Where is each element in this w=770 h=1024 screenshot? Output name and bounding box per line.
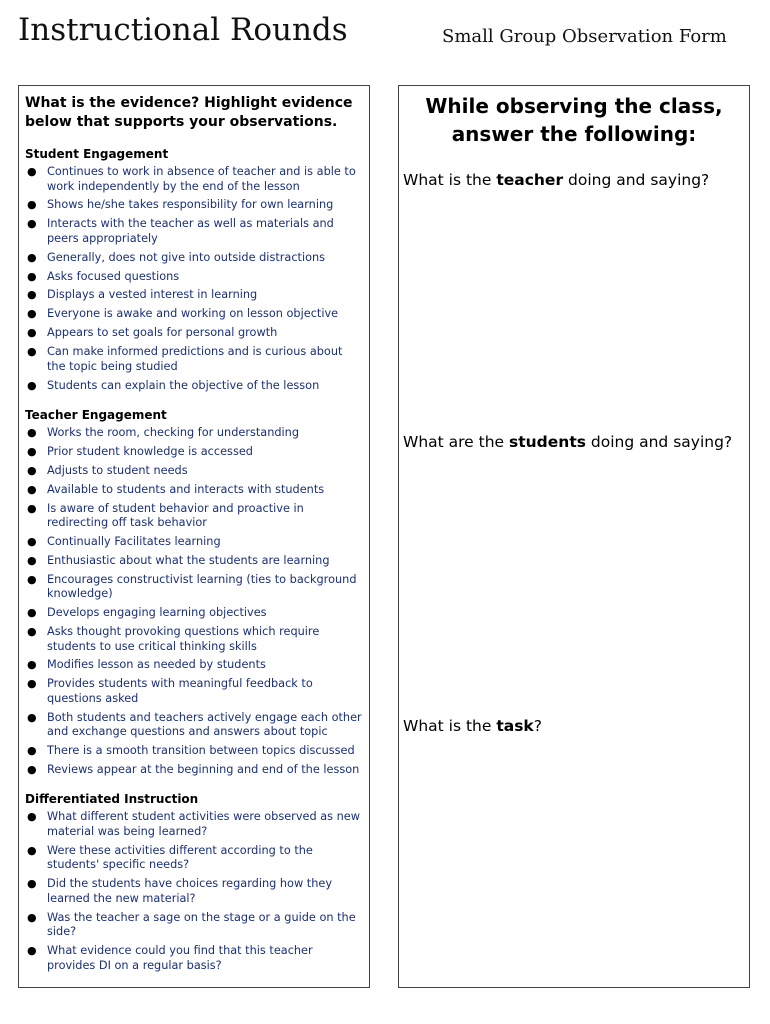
question-teacher-keyword: teacher: [496, 171, 564, 189]
evidence-sections: [25, 146, 363, 973]
evidence-item: [25, 251, 363, 266]
evidence-item-text: Available to students and interacts with students: [47, 482, 325, 496]
bullet-icon: ●: [27, 658, 37, 672]
evidence-item-text: Develops engaging learning objectives: [47, 606, 267, 620]
evidence-item: [25, 270, 363, 285]
evidence-item-text: Can make informed predictions and is curious about the topic being studied: [47, 345, 343, 373]
bullet-icon: ●: [27, 345, 37, 359]
evidence-item-text: Enthusiastic about what the students are learning: [47, 553, 330, 567]
observation-heading-line2: answer the following:: [451, 122, 697, 146]
bullet-icon: ●: [27, 572, 37, 586]
observation-heading-line1: While observing the class,: [425, 94, 723, 118]
evidence-item-text: Generally, does not give into outside distractions: [47, 250, 326, 264]
question-students-prefix: What are the: [403, 433, 510, 451]
evidence-item-text: Asks thought provoking questions which require students to use critical thinking skills: [47, 625, 320, 653]
evidence-item: [25, 217, 363, 246]
evidence-item: [25, 573, 363, 602]
bullet-icon: ●: [27, 944, 37, 958]
evidence-item-text: Interacts with the teacher as well as materials and peers appropriately: [47, 217, 334, 245]
evidence-item: [25, 911, 363, 940]
evidence-item: [25, 763, 363, 778]
bullet-icon: ●: [27, 744, 37, 758]
question-task: [403, 716, 542, 736]
form-subtitle: Small Group Observation Form: [442, 26, 727, 47]
evidence-item: [25, 198, 363, 213]
section-title: Teacher Engagement: [25, 408, 167, 423]
evidence-item: [25, 677, 363, 706]
evidence-item: [25, 711, 363, 740]
evidence-item-text: Works the room, checking for understanding: [47, 426, 300, 440]
evidence-item-text: What different student activities were observed as new material was being learned?: [47, 810, 360, 838]
question-teacher-suffix: doing and saying?: [563, 171, 710, 189]
bullet-icon: ●: [27, 625, 37, 639]
evidence-section: [25, 407, 363, 777]
bullet-icon: ●: [27, 501, 37, 515]
evidence-item: [25, 426, 363, 441]
bullet-icon: ●: [27, 378, 37, 392]
evidence-item: [25, 288, 363, 303]
observation-heading: [399, 92, 749, 148]
evidence-item: [25, 810, 363, 839]
evidence-item-text: Prior student knowledge is accessed: [47, 444, 253, 458]
evidence-item: [25, 483, 363, 498]
question-task-suffix: ?: [533, 717, 542, 735]
evidence-panel: [18, 85, 370, 988]
evidence-item-text: Students can explain the objective of the lesson: [47, 378, 320, 392]
evidence-item: [25, 307, 363, 322]
evidence-heading: What is the evidence? Highlight evidence below that supports your observations.: [25, 95, 353, 130]
bullet-icon: ●: [27, 843, 37, 857]
evidence-item-text: Both students and teachers actively engage each other and exchange questions and answers about topic: [47, 710, 362, 739]
evidence-item-text: Encourages constructivist learning (ties to background knowledge): [47, 572, 357, 601]
evidence-item: [25, 744, 363, 759]
page-title: Instructional Rounds: [18, 12, 348, 48]
evidence-item: [25, 844, 363, 873]
bullet-icon: ●: [27, 677, 37, 691]
evidence-item-text: Reviews appear at the beginning and end of the lesson: [47, 762, 360, 776]
question-teacher: [403, 170, 709, 190]
question-teacher-prefix: What is the: [403, 171, 497, 189]
evidence-item-text: Adjusts to student needs: [47, 463, 188, 477]
evidence-item: [25, 658, 363, 673]
evidence-item: [25, 606, 363, 621]
bullet-icon: ●: [27, 463, 37, 477]
evidence-item-text: Provides students with meaningful feedback to questions asked: [47, 677, 313, 705]
evidence-item-text: Continually Facilitates learning: [47, 534, 221, 548]
bullet-icon: ●: [27, 877, 37, 891]
bullet-icon: ●: [27, 307, 37, 321]
evidence-item: [25, 625, 363, 654]
bullet-icon: ●: [27, 606, 37, 620]
observation-panel: [398, 85, 750, 988]
evidence-item: [25, 379, 363, 394]
evidence-item-text: Appears to set goals for personal growth: [47, 326, 278, 340]
bullet-icon: ●: [27, 288, 37, 302]
evidence-item-text: Did the students have choices regarding how they learned the new material?: [47, 877, 333, 905]
evidence-item: [25, 944, 363, 973]
evidence-item-text: Modifies lesson as needed by students: [47, 658, 266, 672]
evidence-item-text: There is a smooth transition between topics discussed: [47, 744, 355, 758]
evidence-list: [25, 426, 363, 777]
bullet-icon: ●: [27, 553, 37, 567]
bullet-icon: ●: [27, 534, 37, 548]
evidence-item-text: Continues to work in absence of teacher and is able to work independently by the end of the lesson: [47, 165, 356, 193]
bullet-icon: ●: [27, 165, 37, 178]
evidence-item-text: Displays a vested interest in learning: [47, 288, 258, 302]
evidence-item: [25, 502, 363, 531]
question-students: [403, 432, 732, 452]
bullet-icon: ●: [27, 710, 37, 724]
bullet-icon: ●: [27, 810, 37, 824]
evidence-item-text: Asks focused questions: [47, 269, 180, 283]
evidence-section: [25, 146, 363, 393]
evidence-section: [25, 791, 363, 973]
evidence-item: [25, 326, 363, 341]
question-task-keyword: task: [496, 717, 534, 735]
question-students-suffix: doing and saying?: [585, 433, 733, 451]
bullet-icon: ●: [27, 762, 37, 776]
evidence-item: [25, 554, 363, 569]
section-title: Differentiated Instruction: [25, 792, 199, 807]
bullet-icon: ●: [27, 198, 37, 212]
evidence-item: [25, 345, 363, 374]
bullet-icon: ●: [27, 444, 37, 458]
evidence-list: [25, 810, 363, 973]
evidence-item: [25, 445, 363, 460]
evidence-item: [25, 877, 363, 906]
bullet-icon: ●: [27, 910, 37, 924]
section-title: Student Engagement: [25, 147, 169, 161]
evidence-item-text: Was the teacher a sage on the stage or a guide on the side?: [47, 910, 356, 939]
evidence-item: [25, 464, 363, 479]
evidence-item-text: Is aware of student behavior and proactive in redirecting off task behavior: [47, 501, 304, 530]
bullet-icon: ●: [27, 482, 37, 496]
bullet-icon: ●: [27, 250, 37, 264]
bullet-icon: ●: [27, 269, 37, 283]
question-task-prefix: What is the: [403, 717, 497, 735]
evidence-list: [25, 165, 363, 393]
evidence-item-text: Shows he/she takes responsibility for own learning: [47, 198, 334, 212]
evidence-item-text: What evidence could you find that this teacher provides DI on a regular basis?: [47, 944, 313, 972]
evidence-item: [25, 535, 363, 550]
bullet-icon: ●: [27, 217, 37, 231]
evidence-item: [25, 165, 363, 194]
bullet-icon: ●: [27, 326, 37, 340]
evidence-item-text: Were these activities different according to the students' specific needs?: [47, 843, 313, 872]
bullet-icon: ●: [27, 426, 37, 440]
evidence-item-text: Everyone is awake and working on lesson objective: [47, 307, 339, 321]
question-students-keyword: students: [509, 433, 586, 451]
